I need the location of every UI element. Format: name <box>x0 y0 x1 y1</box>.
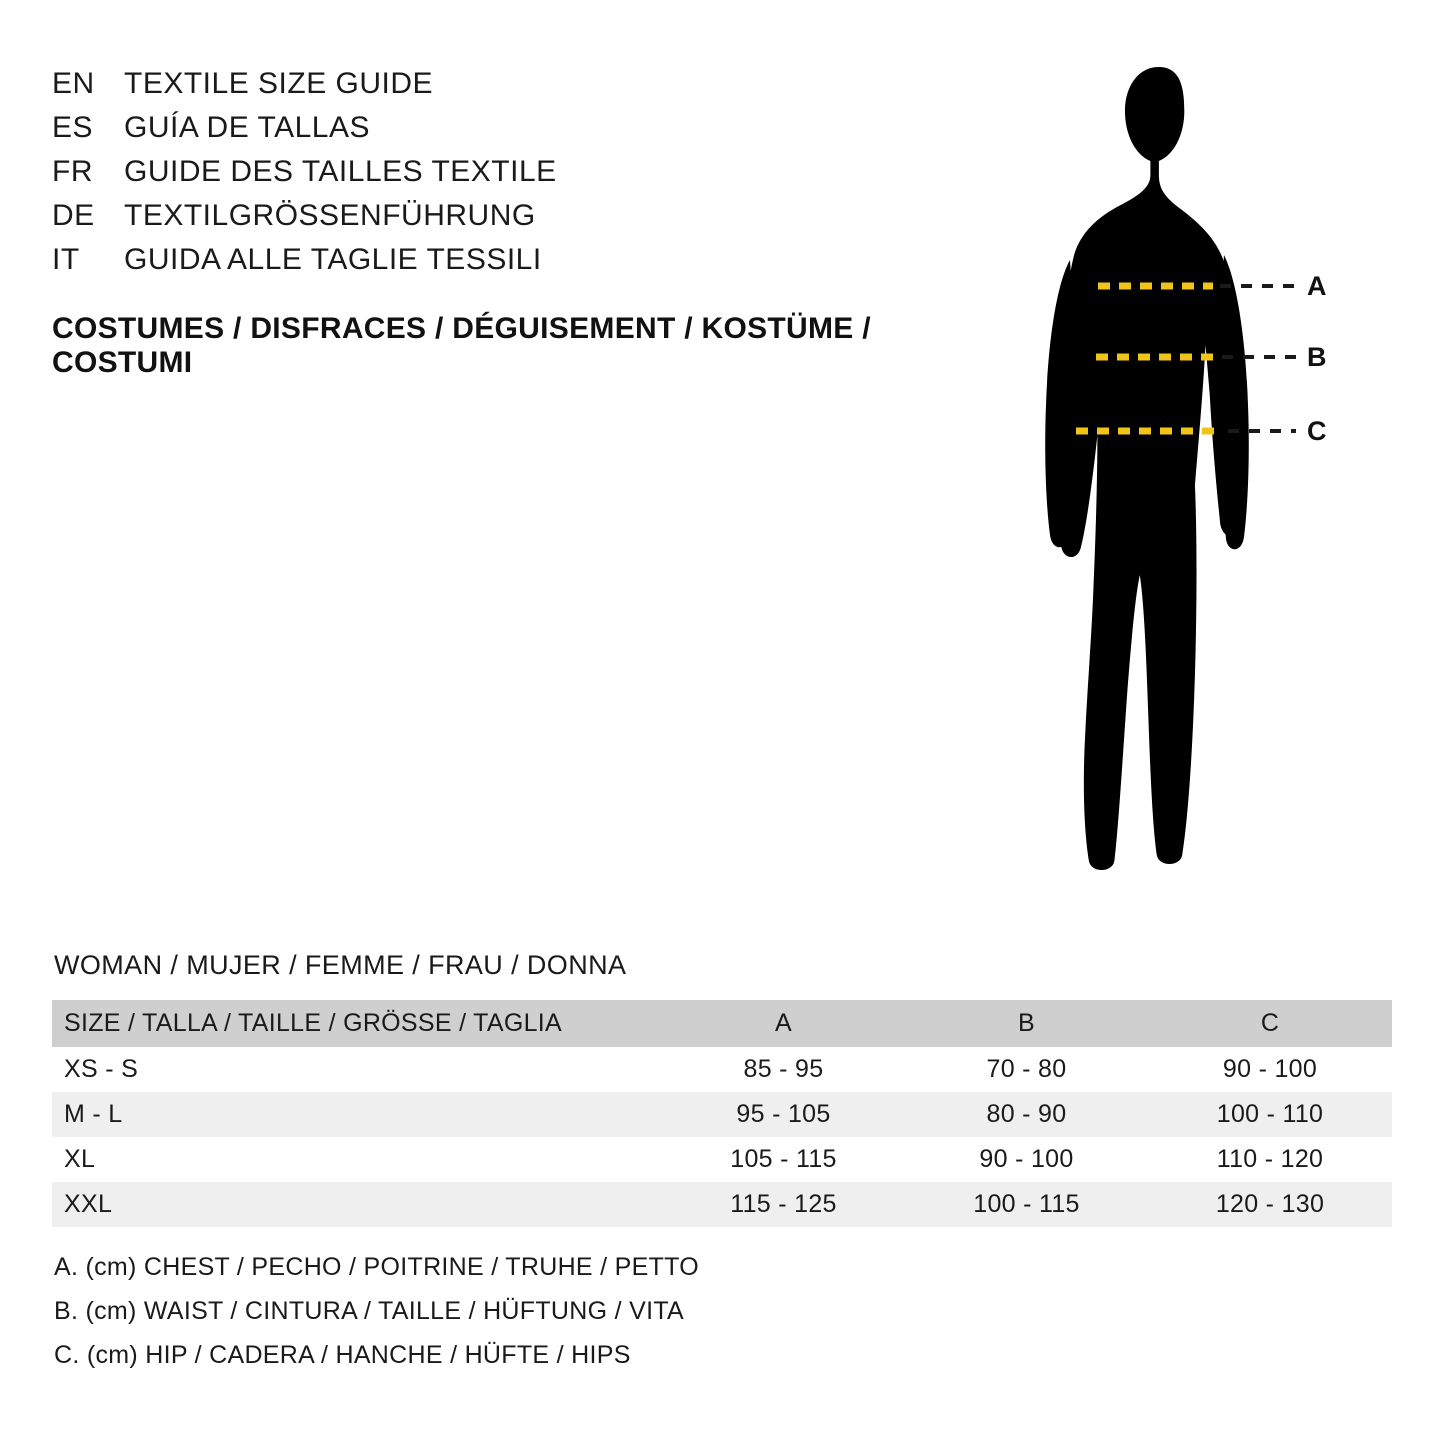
table-header-row <box>52 1000 1392 1047</box>
language-text-de: TEXTILGRÖSSENFÜHRUNG <box>124 199 536 232</box>
language-code-de: DE <box>52 199 95 232</box>
cell-c: 110 - 120 <box>1148 1137 1392 1182</box>
language-row-it <box>52 238 1012 282</box>
header-block <box>52 62 1012 380</box>
marker-label-b: B <box>1307 342 1327 372</box>
language-code-en: EN <box>52 67 95 100</box>
language-row-es <box>52 106 1012 150</box>
figure-area <box>1010 55 1410 905</box>
cell-b: 90 - 100 <box>905 1137 1148 1182</box>
language-row-fr <box>52 150 1012 194</box>
language-code-es: ES <box>52 111 94 144</box>
cell-c: 90 - 100 <box>1148 1047 1392 1092</box>
header-subtitle: COSTUMES / DISFRACES / DÉGUISEMENT / KOSTÜME / COSTUMI <box>52 312 871 379</box>
cell-b: 70 - 80 <box>905 1047 1148 1092</box>
table-row <box>52 1092 1392 1137</box>
legend-block <box>54 1245 699 1377</box>
column-header-a: A <box>662 1000 905 1047</box>
cell-size: XXL <box>52 1182 662 1227</box>
legend-item-b: B. (cm) WAIST / CINTURA / TAILLE / HÜFTUNG / VITA <box>54 1297 685 1325</box>
marker-label-c: C <box>1307 416 1327 446</box>
column-header-b: B <box>905 1000 1148 1047</box>
cell-b: 100 - 115 <box>905 1182 1148 1227</box>
language-text-en: TEXTILE SIZE GUIDE <box>124 67 434 100</box>
language-code-fr: FR <box>52 155 93 188</box>
language-row-en <box>52 62 1012 106</box>
cell-c: 100 - 110 <box>1148 1092 1392 1137</box>
cell-size: M - L <box>52 1092 662 1137</box>
language-text-es: GUÍA DE TALLAS <box>124 111 370 144</box>
language-code-it: IT <box>52 243 80 276</box>
cell-c: 120 - 130 <box>1148 1182 1392 1227</box>
table-row <box>52 1182 1392 1227</box>
legend-item-c: C. (cm) HIP / CADERA / HANCHE / HÜFTE / HIPS <box>54 1341 631 1369</box>
language-text-it: GUIDA ALLE TAGLIE TESSILI <box>124 243 542 276</box>
table-row <box>52 1137 1392 1182</box>
cell-b: 80 - 90 <box>905 1092 1148 1137</box>
column-header-c: C <box>1148 1000 1392 1047</box>
cell-size: XL <box>52 1137 662 1182</box>
woman-silhouette-icon <box>1010 55 1410 905</box>
cell-a: 95 - 105 <box>662 1092 905 1137</box>
cell-size: XS - S <box>52 1047 662 1092</box>
cell-a: 115 - 125 <box>662 1182 905 1227</box>
table-row <box>52 1047 1392 1092</box>
cell-a: 85 - 95 <box>662 1047 905 1092</box>
marker-label-a: A <box>1307 271 1327 301</box>
language-row-de <box>52 194 1012 238</box>
cell-a: 105 - 115 <box>662 1137 905 1182</box>
size-table <box>52 1000 1392 1227</box>
legend-item-a: A. (cm) CHEST / PECHO / POITRINE / TRUHE / PETTO <box>54 1253 700 1281</box>
table-section-title: WOMAN / MUJER / FEMME / FRAU / DONNA <box>54 950 627 980</box>
column-header-size: SIZE / TALLA / TAILLE / GRÖSSE / TAGLIA <box>52 1000 662 1047</box>
language-text-fr: GUIDE DES TAILLES TEXTILE <box>124 155 557 188</box>
